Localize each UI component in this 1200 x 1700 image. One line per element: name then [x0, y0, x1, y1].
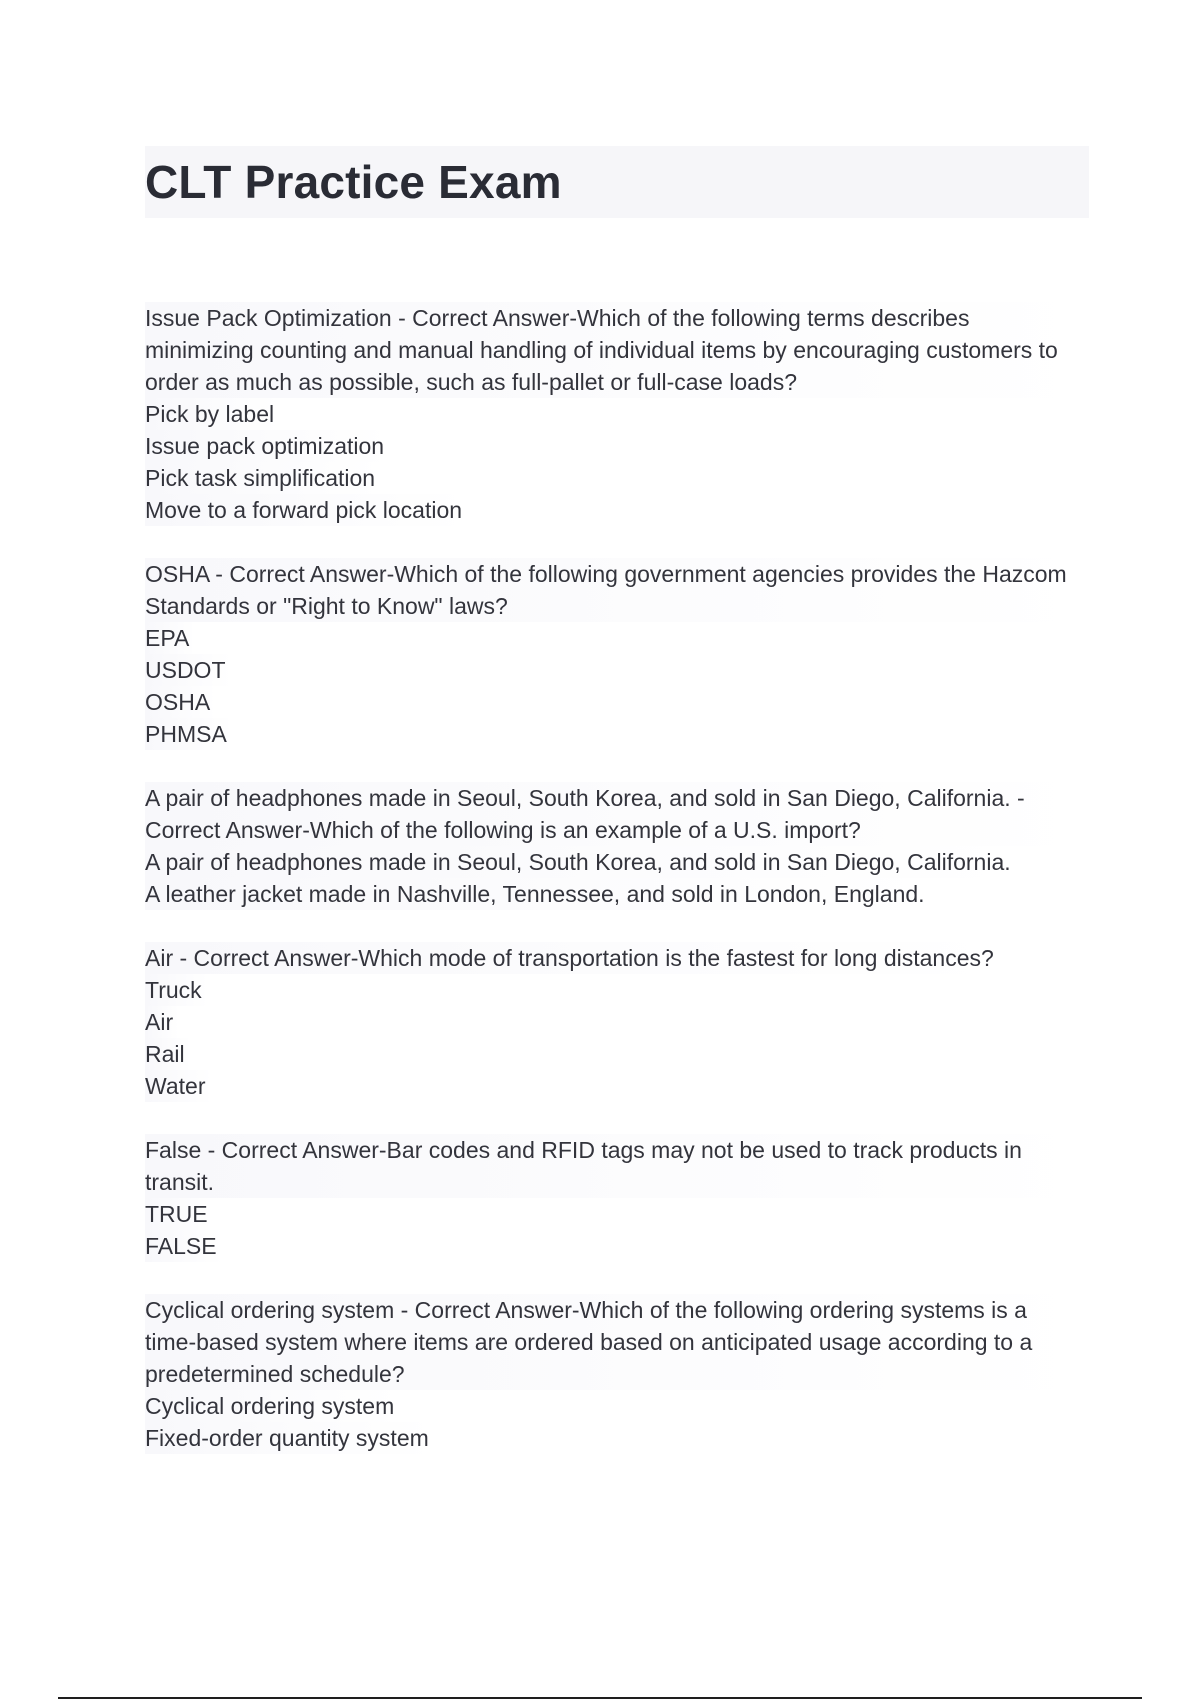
- question-block: [145, 1134, 1089, 1262]
- question-block: [145, 302, 1089, 526]
- question-text: Air - Correct Answer-Which mode of transportation is the fastest for long distances?: [145, 942, 1000, 974]
- answer-option: Cyclical ordering system: [145, 1390, 400, 1422]
- question-block: [145, 942, 1089, 1102]
- answer-option: Fixed-order quantity system: [145, 1422, 435, 1454]
- page-title: CLT Practice Exam: [145, 156, 562, 208]
- answer-option: Air: [145, 1006, 179, 1038]
- answer-option: Pick task simplification: [145, 462, 381, 494]
- answer-option: OSHA: [145, 686, 216, 718]
- answer-option: EPA: [145, 622, 195, 654]
- question-text: Cyclical ordering system - Correct Answer-Which of the following ordering systems is a time-based system where items are ordered based on anticipated usage according to a predetermined schedule?: [145, 1294, 1089, 1390]
- question-list: [145, 302, 1089, 1486]
- answer-option: PHMSA: [145, 718, 233, 750]
- answer-option: A leather jacket made in Nashville, Tennessee, and sold in London, England.: [145, 878, 931, 910]
- question-text: Issue Pack Optimization - Correct Answer-Which of the following terms describes minimizing counting and manual handling of individual items by encouraging customers to order as much as possible, such as full-pallet or full-case loads?: [145, 302, 1089, 398]
- answer-option: Issue pack optimization: [145, 430, 390, 462]
- answer-option: Pick by label: [145, 398, 280, 430]
- answer-option: A pair of headphones made in Seoul, South Korea, and sold in San Diego, California.: [145, 846, 1017, 878]
- question-block: [145, 558, 1089, 750]
- answer-option: USDOT: [145, 654, 232, 686]
- question-text: OSHA - Correct Answer-Which of the following government agencies provides the Hazcom Standards or "Right to Know" laws?: [145, 558, 1089, 622]
- answer-option: FALSE: [145, 1230, 223, 1262]
- answer-option: Move to a forward pick location: [145, 494, 468, 526]
- question-text: A pair of headphones made in Seoul, South Korea, and sold in San Diego, California. - Correct Answer-Which of the following is an example of a U.S. import?: [145, 782, 1089, 846]
- page-bottom-rule: [58, 1697, 1142, 1699]
- question-block: [145, 1294, 1089, 1454]
- answer-option: Truck: [145, 974, 208, 1006]
- question-text: False - Correct Answer-Bar codes and RFID tags may not be used to track products in transit.: [145, 1134, 1089, 1198]
- answer-option: Rail: [145, 1038, 191, 1070]
- answer-option: TRUE: [145, 1198, 214, 1230]
- question-block: [145, 782, 1089, 910]
- answer-option: Water: [145, 1070, 212, 1102]
